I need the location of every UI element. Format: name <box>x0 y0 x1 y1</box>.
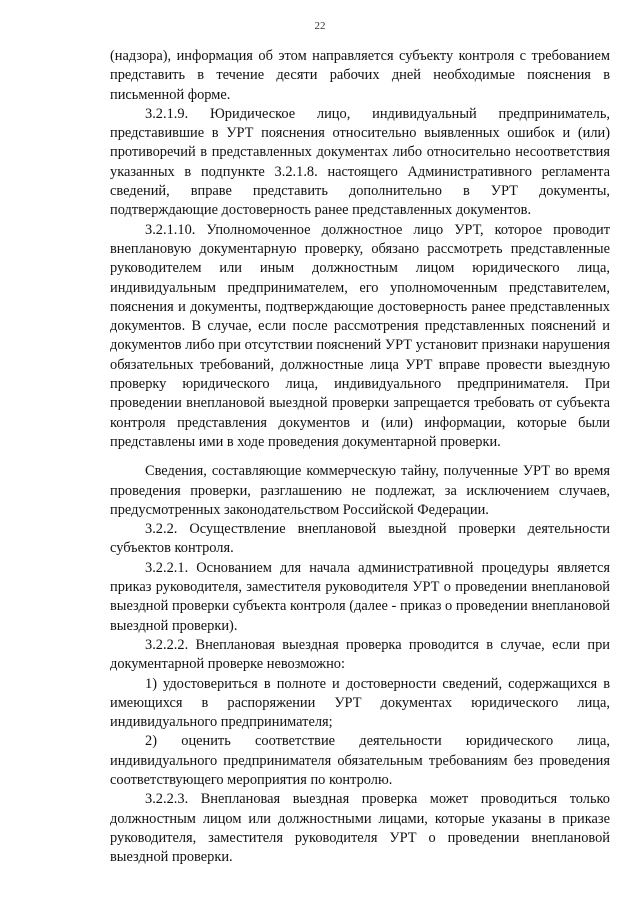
document-body <box>110 47 610 867</box>
list-item-2: 2) оценить соответствие деятельности юридического лица, индивидуального предпринимателя обязательным требованиям без проведения соответствующего мероприятия по контролю. <box>110 733 610 788</box>
paragraph-3-2-2: 3.2.2. Осуществление внеплановой выездной проверки деятельности субъектов контроля. <box>110 521 610 557</box>
page-number: 22 <box>314 20 326 32</box>
paragraph-3-2-2-3: 3.2.2.3. Внеплановая выездная проверка может проводиться только должностным лицом или должностными лицами, которые указаны в приказе руководителя, заместителя руководителя УРТ о проведении внеплановой выездной проверки. <box>110 791 610 866</box>
paragraph-3-2-1-9: 3.2.1.9. Юридическое лицо, индивидуальный предприниматель, представившие в УРТ пояснения относительно выявленных ошибок и (или) противоречий в представленных документах либо относительно несоответствия указанных в подпункте 3.2.1.8. настоящего Административного регламента сведений, вправе представить дополнительно в УРТ документы, подтверждающие достоверность ранее представленных документов. <box>110 105 610 219</box>
paragraph-3-2-2-2: 3.2.2.2. Внеплановая выездная проверка проводится в случае, если при документарной проверке невозможно: <box>110 636 610 673</box>
paragraph-commercial-secret: Сведения, составляющие коммерческую тайну, полученные УРТ во время проведения проверки, разглашению не подлежат, за исключением случаев, предусмотренных законодательством Российской Федерации. <box>110 463 610 518</box>
list-item-1: 1) удостовериться в полноте и достоверности сведений, содержащихся в имеющихся в распоряжении УРТ документах юридического лица, индивидуального предпринимателя; <box>110 675 610 731</box>
paragraph-supervision-continuation: (надзора), информация об этом направляется субъекту контроля с требованием представить в течение десяти рабочих дней необходимые пояснения в письменной форме. <box>110 48 610 103</box>
paragraph-3-2-2-1: 3.2.2.1. Основанием для начала административной процедуры является приказ руководителя, заместителя руководителя УРТ о проведении внеплановой выездной проверки субъекта контроля (далее - приказ о проведении внеплановой выездной проверки). <box>110 559 610 634</box>
paragraph-3-2-1-10: 3.2.1.10. Уполномоченное должностное лицо УРТ, которое проводит внеплановую документарную проверку, обязано рассмотреть представленные руководителем или иным должностным лицом юридического лица, индивидуальным предпринимателем, его уполномоченным представителем, пояснения и документы, подтверждающие достоверность ранее представленных документов. В случае, если после рассмотрения представленных пояснений и документов либо при отсутствии пояснений УРТ установит признаки нарушения обязательных требований, должностные лица УРТ вправе провести выездную проверку юридического лица, индивидуального предпринимателя. При проведении внеплановой выездной проверки запрещается требовать от субъекта контроля представления документов и (или) информации, которые были представлены ими в ходе проведения документарной проверки. <box>110 221 610 450</box>
